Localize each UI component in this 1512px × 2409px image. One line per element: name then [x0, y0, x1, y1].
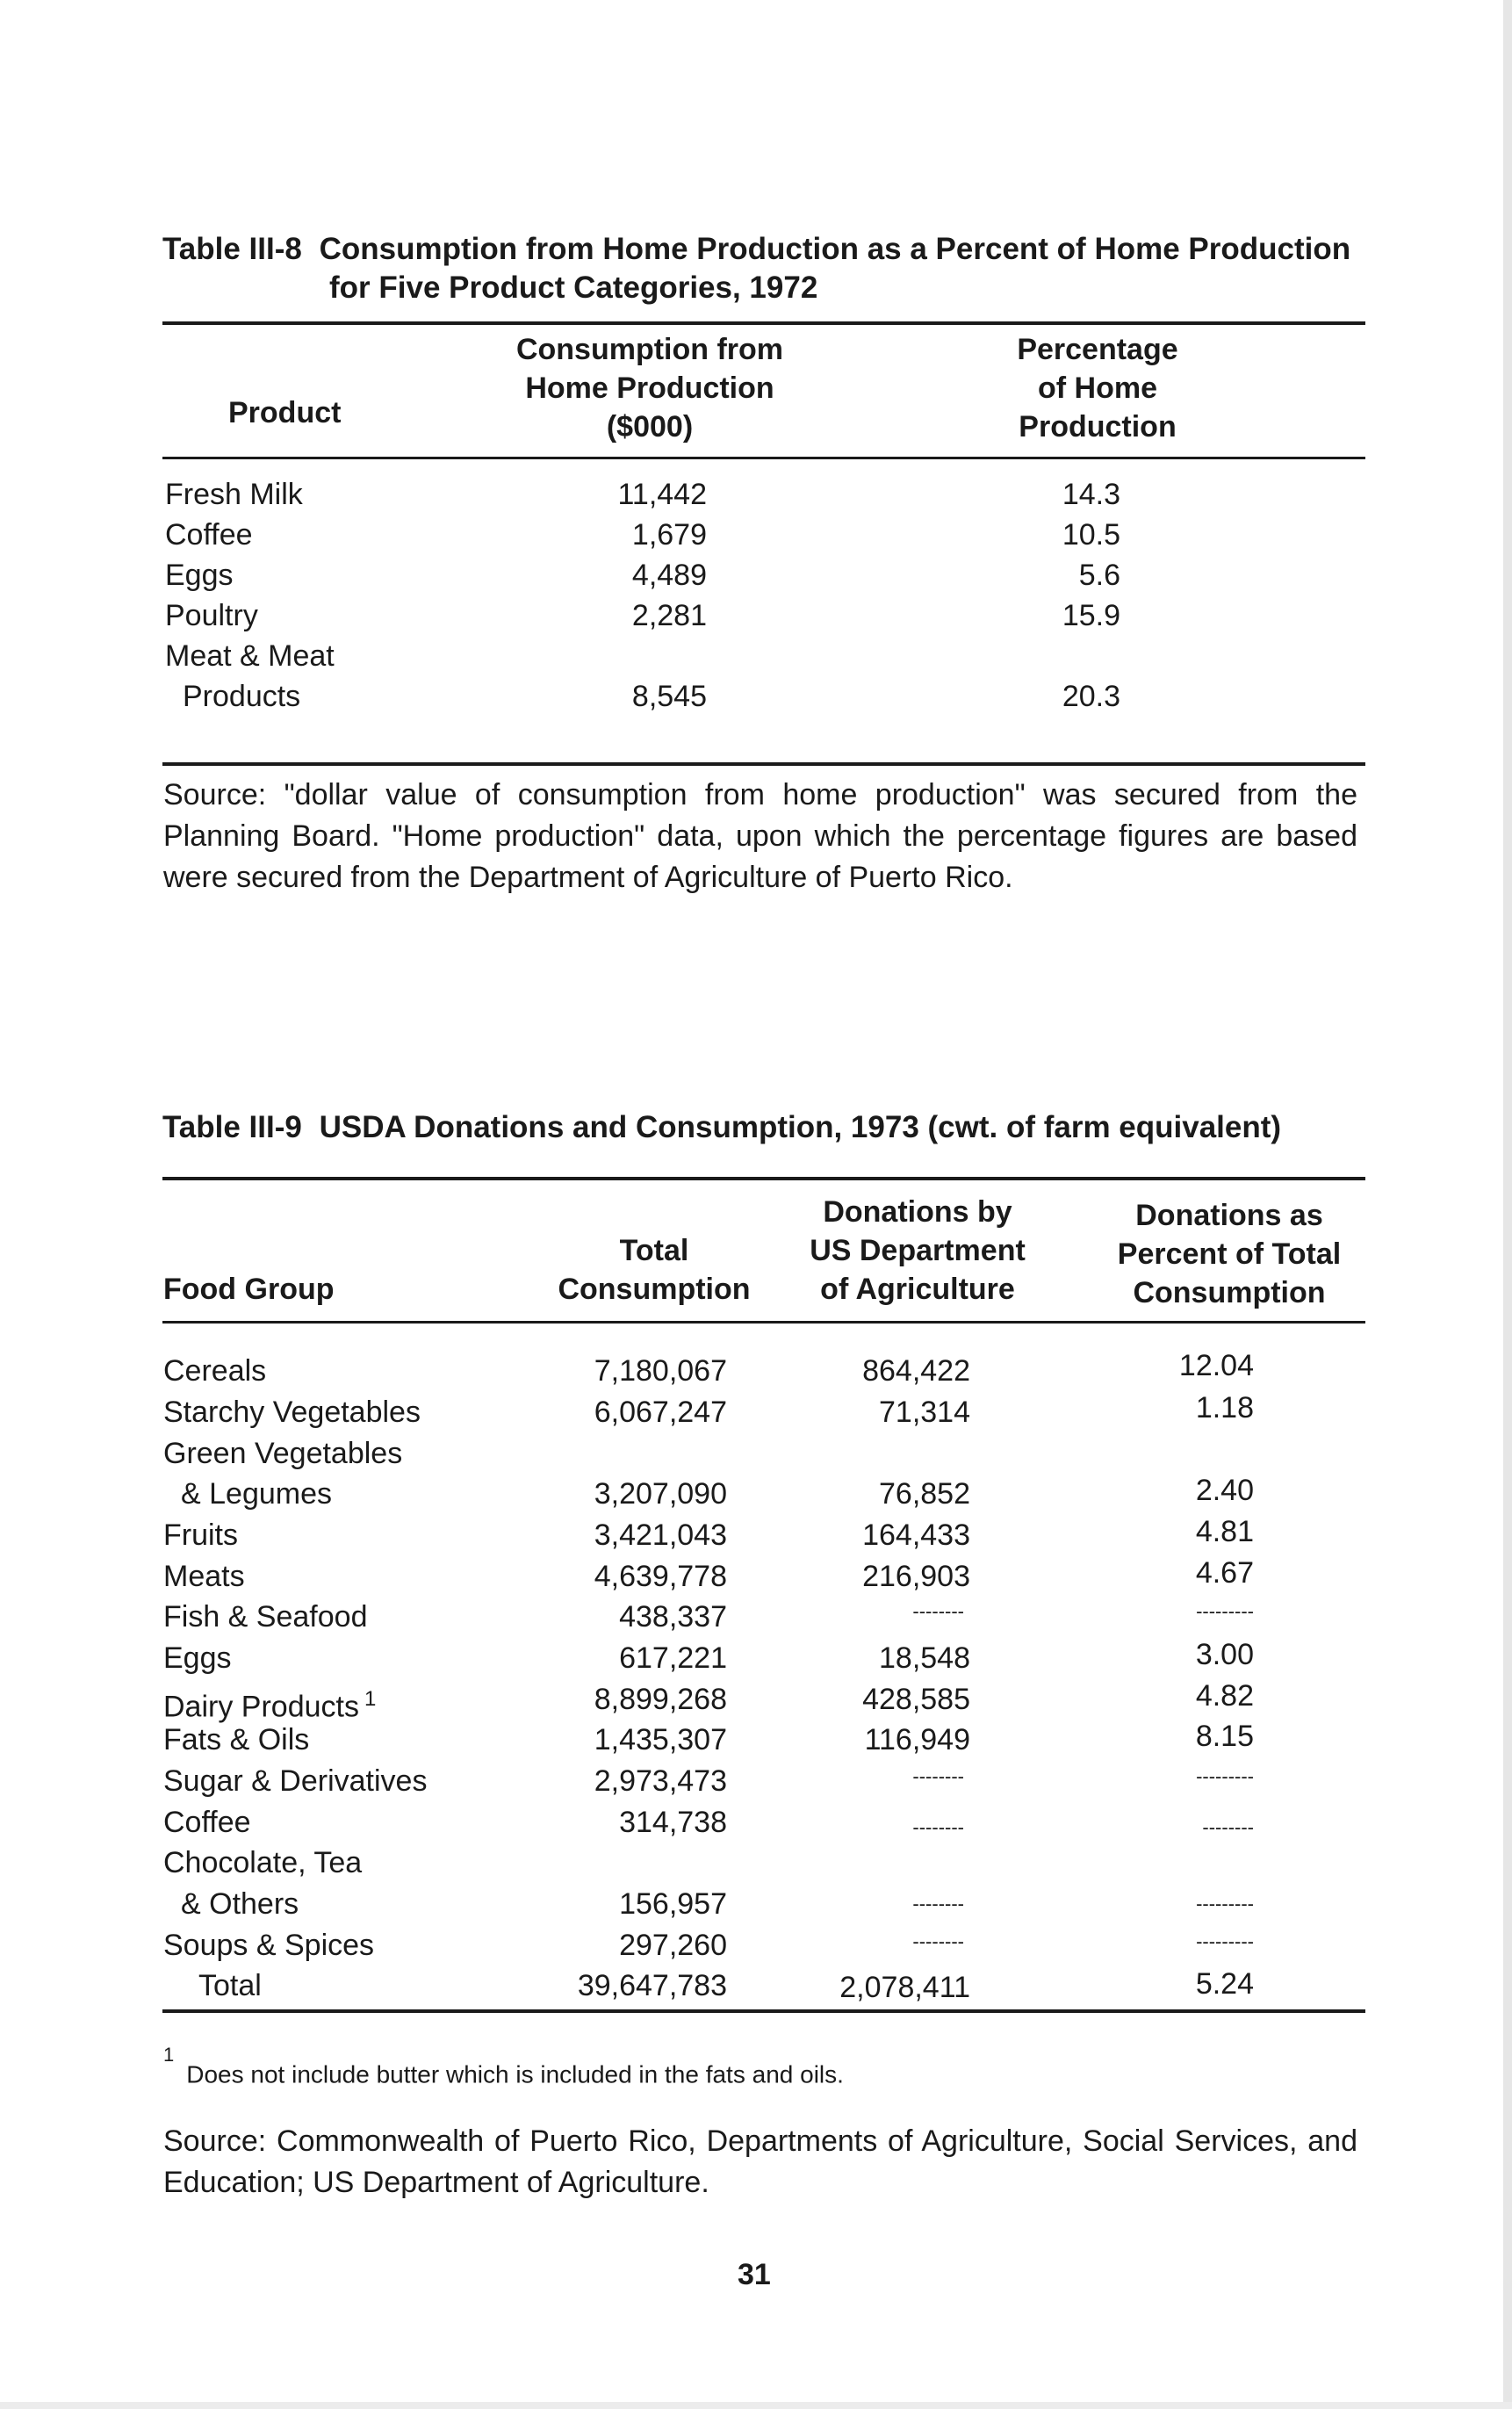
row-value: 3.00: [1195, 1638, 1254, 1671]
row-value: 4.81: [1195, 1515, 1254, 1548]
header-food-group: Food Group: [163, 1273, 335, 1306]
row-value: 314,738: [619, 1806, 727, 1839]
header-donations: Donations by US Department of Agriculture: [810, 1195, 1026, 1306]
footnote-marker: 1: [364, 1687, 377, 1711]
row-label: Poultry: [165, 599, 258, 632]
row-value: 2,973,473: [594, 1764, 727, 1798]
row-value: 2,281: [631, 599, 707, 632]
row-label: Meat & Meat: [165, 639, 335, 673]
row-label: & Others: [181, 1887, 299, 1921]
row-label: Chocolate, Tea: [163, 1846, 363, 1879]
footnote-marker: 1: [163, 2044, 175, 2066]
header-percentage: Percentage of Home Production: [1017, 333, 1178, 444]
row-label: Starchy Vegetables: [163, 1396, 421, 1429]
row-value: ---------: [1196, 1893, 1254, 1915]
row-label: Eggs: [165, 559, 234, 592]
header-total-consumption: Total Consumption: [558, 1234, 751, 1306]
table-header-rule: [162, 1321, 1365, 1324]
row-value: 864,422: [862, 1354, 970, 1388]
row-value: 1.18: [1195, 1391, 1254, 1424]
row-value: 428,585: [862, 1683, 970, 1716]
row-value: 216,903: [862, 1560, 970, 1593]
table-source-note: Source: "dollar value of consumption from home production" was secured from the Planning Board. "Home production" data, upon which the percentage figures are based were secured from the Department of Agriculture of Puerto Rico.: [163, 778, 1357, 894]
table-title-line2: for Five Product Categories, 1972: [329, 270, 818, 305]
row-value: 4,639,778: [594, 1560, 727, 1593]
row-label: Meats: [163, 1560, 245, 1593]
row-value: 10.5: [1062, 518, 1120, 552]
table-title-text: Consumption from Home Production as a Percent of Home Production: [319, 232, 1351, 266]
row-value: --------: [912, 1930, 964, 1952]
row-label: Products: [183, 680, 301, 713]
row-value: 14.3: [1062, 478, 1120, 511]
row-value: 8,899,268: [594, 1683, 727, 1716]
row-value: 2,078,411: [839, 1971, 970, 2004]
row-label: Fresh Milk: [165, 478, 303, 511]
row-value: 12.04: [1178, 1349, 1254, 1382]
row-value: 1,679: [631, 518, 707, 552]
table-top-rule: [162, 1177, 1365, 1180]
row-value: 297,260: [619, 1929, 727, 1962]
row-value: 5.6: [1078, 559, 1120, 592]
row-value: ---------: [1196, 1600, 1254, 1622]
page-edge: [1503, 0, 1512, 2409]
table-header-rule: [162, 457, 1365, 459]
row-value: 20.3: [1062, 680, 1120, 713]
row-label: Cereals: [163, 1354, 267, 1388]
row-label: Fish & Seafood: [163, 1600, 368, 1634]
row-value: --------: [1202, 1816, 1254, 1838]
row-value: 438,337: [619, 1600, 727, 1634]
row-value: 76,852: [879, 1477, 970, 1511]
header-product: Product: [228, 396, 342, 429]
row-value: --------: [912, 1600, 964, 1622]
table-source-note: Source: Commonwealth of Puerto Rico, Departments of Agriculture, Social Services, and Education; US Department of Agriculture.: [163, 2124, 1357, 2199]
row-value: 4,489: [631, 559, 707, 592]
row-value: 3,207,090: [594, 1477, 727, 1511]
table-bottom-rule: [162, 762, 1365, 766]
row-value: ---------: [1196, 1765, 1254, 1787]
row-value: --------: [912, 1765, 964, 1787]
row-value: 8,545: [631, 680, 707, 713]
row-value: ---------: [1196, 1930, 1254, 1952]
row-value: 4.82: [1195, 1679, 1254, 1713]
row-value: 18,548: [879, 1641, 970, 1675]
row-label: Fruits: [163, 1518, 238, 1552]
table-bottom-rule: [162, 2009, 1365, 2013]
row-label: Sugar & Derivatives: [163, 1764, 428, 1798]
page-number: 31: [738, 2258, 771, 2291]
row-label: Eggs: [163, 1641, 232, 1675]
table-title: [162, 230, 1350, 269]
row-value: 5.24: [1195, 1967, 1254, 2001]
row-label: Coffee: [165, 518, 253, 552]
row-value: 8.15: [1195, 1720, 1254, 1753]
row-label: Coffee: [163, 1806, 251, 1839]
row-value: 116,949: [864, 1723, 970, 1756]
row-value: 617,221: [619, 1641, 727, 1675]
row-label: Soups & Spices: [163, 1929, 375, 1962]
row-value: 4.67: [1195, 1556, 1254, 1590]
row-value: 156,957: [619, 1887, 727, 1921]
row-value: 11,442: [617, 478, 707, 511]
row-value: 1,435,307: [594, 1723, 727, 1756]
row-value: 7,180,067: [594, 1354, 727, 1388]
header-consumption: Consumption from Home Production ($000): [515, 333, 784, 444]
row-value: 3,421,043: [594, 1518, 727, 1552]
footnote: [163, 2044, 844, 2090]
table-number: Table III-8: [162, 232, 302, 266]
row-label: Total: [198, 1969, 262, 2002]
page-edge: [0, 2402, 1512, 2409]
row-label: Dairy Products $^1$: [163, 1687, 377, 1724]
row-value: --------: [912, 1816, 964, 1838]
table-number: Table III-9: [162, 1110, 302, 1144]
row-value: 15.9: [1062, 599, 1120, 632]
footnote-text: Does not include butter which is included in the fats and oils.: [186, 2060, 844, 2088]
row-value: 71,314: [879, 1396, 970, 1429]
header-percent-of-total: Donations as Percent of Total Consumption: [1117, 1199, 1342, 1309]
table-title-text: USDA Donations and Consumption, 1973 (cwt. of farm equivalent): [319, 1110, 1282, 1144]
row-label: Green Vegetables: [163, 1437, 403, 1470]
row-value: --------: [912, 1893, 964, 1915]
row-label: & Legumes: [181, 1477, 332, 1511]
table-top-rule: [162, 321, 1365, 325]
row-value: 6,067,247: [594, 1396, 727, 1429]
table-title: [162, 1108, 1281, 1147]
row-value: 39,647,783: [577, 1969, 727, 2002]
row-value: 2.40: [1195, 1474, 1254, 1507]
row-value: 164,433: [862, 1518, 970, 1552]
row-label: Fats & Oils: [163, 1723, 310, 1756]
